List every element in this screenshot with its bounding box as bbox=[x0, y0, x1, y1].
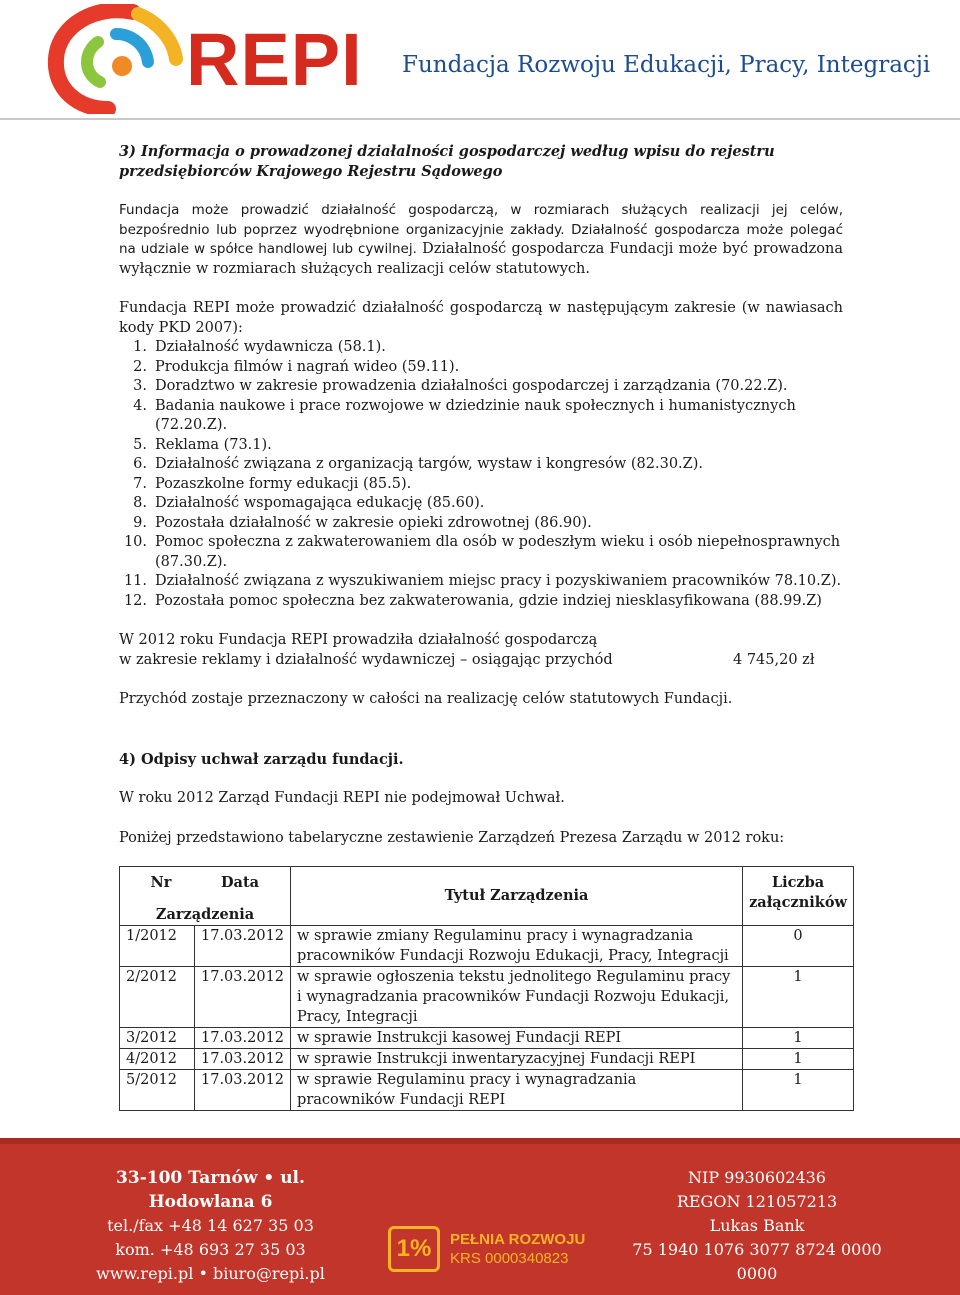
repi-logo-icon bbox=[38, 4, 188, 114]
logo-wordmark: REPI bbox=[186, 18, 363, 101]
list-item: 1. Działalność wydawnicza (58.1). bbox=[133, 339, 386, 355]
income-line2: w zakresie reklamy i działalność wydawniczej – osiągając przychód bbox=[119, 651, 613, 668]
list-item: 5. Reklama (73.1). bbox=[133, 436, 272, 453]
header-att-2: załączników bbox=[749, 894, 847, 911]
table-row bbox=[120, 1049, 854, 1070]
page-footer bbox=[0, 1138, 960, 1295]
cell-date: 17.03.2012 bbox=[195, 1070, 291, 1111]
list-item: 4. Badania naukowe i prace rozwojowe w dziedzinie nauk społecznych i humanistycznych (72.20.Z). bbox=[133, 397, 796, 433]
cell-title: w sprawie Regulaminu pracy i wynagradzania pracowników Fundacji REPI bbox=[291, 1070, 743, 1111]
cell-att: 1 bbox=[743, 1049, 854, 1070]
page-header bbox=[0, 0, 960, 120]
cell-date: 17.03.2012 bbox=[195, 926, 291, 967]
section4-resolutions: W roku 2012 Zarząd Fundacji REPI nie podejmował Uchwał. bbox=[119, 790, 565, 806]
cell-nr: 4/2012 bbox=[120, 1049, 195, 1070]
income-line1: W 2012 roku Fundacja REPI prowadziła działalność gospodarczą bbox=[119, 632, 598, 648]
table-row bbox=[120, 967, 854, 1028]
footer-address: 33-100 Tarnów • ul. Hodowlana 6 bbox=[116, 1168, 305, 1212]
footer-contact bbox=[68, 1166, 353, 1286]
section3-heading-line2: przedsiębiorców Krajowego Rejestru Sądowego bbox=[119, 162, 503, 180]
footer-web[interactable]: www.repi.pl • biuro@repi.pl bbox=[96, 1264, 325, 1283]
one-percent-badge bbox=[388, 1226, 585, 1272]
table-header-row bbox=[120, 867, 854, 926]
foundation-tagline: Fundacja Rozwoju Edukacji, Pracy, Integracji bbox=[402, 52, 931, 78]
footer-regon: REGON 121057213 bbox=[676, 1192, 838, 1211]
document-body bbox=[119, 142, 847, 1111]
header-zarzadzenia: Zarządzenia bbox=[155, 906, 255, 923]
cell-att: 1 bbox=[743, 1070, 854, 1111]
header-attachments bbox=[743, 867, 854, 926]
footer-phone: tel./fax +48 14 627 35 03 bbox=[107, 1216, 314, 1235]
header-att-1: Liczba bbox=[771, 874, 825, 891]
table-row bbox=[120, 926, 854, 967]
list-item: 11. Działalność związana z wyszukiwaniem miejsc pracy i pozyskiwaniem pracowników 78.10.Z). bbox=[123, 573, 842, 589]
cell-nr: 3/2012 bbox=[120, 1028, 195, 1049]
list-item: 12. Pozostała pomoc społeczna bez zakwaterowania, gdzie indziej niesklasyfikowana (88.99.Z) bbox=[123, 592, 822, 609]
section3-intro-text-2: Działalność gospodarcza Fundacji może być prowadzona wyłącznie w rozmiarach służących realizacji celów statutowych. bbox=[119, 241, 844, 277]
table-row bbox=[120, 1028, 854, 1049]
one-percent-icon: 1% bbox=[388, 1226, 440, 1272]
list-item: 3. Doradztwo w zakresie prowadzenia działalności gospodarczej i zarządzania (70.22.Z). bbox=[133, 378, 788, 394]
section4-table-intro: Poniżej przedstawiono tabelaryczne zestawienie Zarządzeń Prezesa Zarządu w 2012 roku: bbox=[119, 829, 785, 846]
list-item: 6. Działalność związana z organizacją targów, wystaw i kongresów (82.30.Z). bbox=[133, 456, 704, 472]
cell-title: w sprawie Instrukcji kasowej Fundacji REPI bbox=[291, 1028, 743, 1049]
table-row bbox=[120, 1070, 854, 1111]
list-item: 7. Pozaszkolne formy edukacji (85.5). bbox=[133, 475, 412, 492]
section3-intro bbox=[119, 201, 843, 279]
income-row bbox=[119, 651, 843, 671]
header-nr: Nr bbox=[150, 874, 172, 891]
cell-nr: 5/2012 bbox=[120, 1070, 195, 1111]
footer-account: 75 1940 1076 3077 8724 0000 0000 bbox=[632, 1240, 882, 1283]
cell-date: 17.03.2012 bbox=[195, 1028, 291, 1049]
cell-att: 1 bbox=[743, 1028, 854, 1049]
income-note: Przychód zostaje przeznaczony w całości na realizację celów statutowych Fundacji. bbox=[119, 691, 733, 707]
income-amount: 4 745,20 zł bbox=[733, 651, 815, 668]
cell-title: w sprawie zmiany Regulaminu pracy i wynagradzania pracowników Fundacji Rozwoju Edukacji, Pracy, Integracji bbox=[291, 926, 743, 967]
section3-heading-line1: 3) Informacja o prowadzonej działalności gospodarczej według wpisu do rejestru bbox=[119, 143, 775, 160]
section4-heading: 4) Odpisy uchwał zarządu fundacji. bbox=[119, 750, 404, 768]
footer-nip: NIP 9930602436 bbox=[688, 1168, 826, 1187]
list-item: 8. Działalność wspomagająca edukację (85.60). bbox=[133, 495, 485, 511]
cell-att: 1 bbox=[743, 967, 854, 1028]
cell-title: w sprawie Instrukcji inwentaryzacyjnej Fundacji REPI bbox=[291, 1049, 743, 1070]
section3-intro-text: Fundacja może prowadzić działalność gospodarczą, w rozmiarach służących realizacji jej celów, bezpośrednio lub poprzez wyodrębnione organizacyjnie zakłady. Działalność gospodarcza może polegać na udziale w spółce handlowej lub cywilnej. bbox=[119, 202, 843, 257]
pkd-list bbox=[119, 338, 843, 611]
list-item: 2. Produkcja filmów i nagrań wideo (59.11). bbox=[133, 358, 460, 375]
cell-title: w sprawie ogłoszenia tekstu jednolitego Regulaminu pracy i wynagradzania pracowników Fundacji Rozwoju Edukacji, Pracy, Integracji bbox=[291, 967, 743, 1028]
cell-nr: 1/2012 bbox=[120, 926, 195, 967]
badge-title: PEŁNIA ROZWOJU bbox=[450, 1231, 586, 1248]
header-nr-date bbox=[120, 867, 291, 926]
cell-att: 0 bbox=[743, 926, 854, 967]
footer-mobile: kom. +48 693 27 35 03 bbox=[115, 1240, 306, 1259]
footer-registry bbox=[612, 1166, 902, 1286]
cell-date: 17.03.2012 bbox=[195, 967, 291, 1028]
cell-nr: 2/2012 bbox=[120, 967, 195, 1028]
footer-bank: Lukas Bank bbox=[709, 1216, 805, 1235]
footer-stripe bbox=[0, 1138, 960, 1144]
header-data: Data bbox=[220, 874, 260, 891]
list-item: 10. Pomoc społeczna z zakwaterowaniem dla osób w podeszłym wieku i osób niepełnosprawnych (87.30.Z). bbox=[123, 534, 841, 570]
cell-date: 17.03.2012 bbox=[195, 1049, 291, 1070]
badge-krs: KRS 0000340823 bbox=[450, 1250, 569, 1267]
orders-table bbox=[119, 866, 854, 1111]
header-divider bbox=[0, 118, 960, 120]
pkd-intro: Fundacja REPI może prowadzić działalność gospodarczą w następującym zakresie (w nawiasach kody PKD 2007): bbox=[119, 300, 843, 336]
header-title: Tytuł Zarządzenia bbox=[291, 867, 743, 926]
list-item: 9. Pozostała działalność w zakresie opieki zdrowotnej (86.90). bbox=[133, 514, 592, 531]
